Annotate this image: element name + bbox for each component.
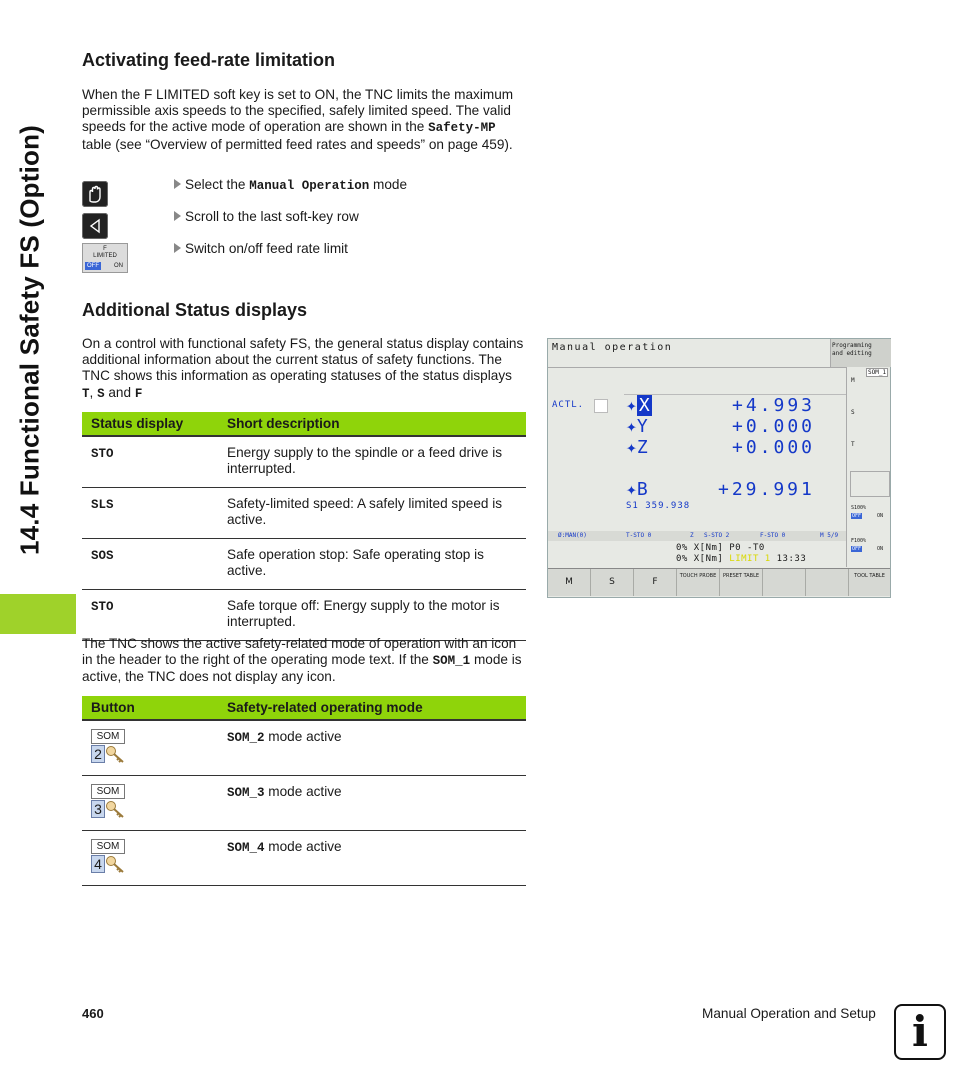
table-row: SOM 4 SOM_4 mode active	[82, 831, 526, 886]
footer-chapter-title: Manual Operation and Setup	[702, 1006, 876, 1021]
status-description: Energy supply to the spindle or a feed drive is interrupted.	[218, 436, 526, 488]
table-row	[82, 539, 526, 590]
table-row	[82, 436, 526, 488]
table-header-cell: Short description	[218, 412, 526, 436]
table-header-row	[82, 412, 526, 436]
softkey-s: S	[591, 569, 634, 596]
heading-feed-rate-limitation: Activating feed-rate limitation	[82, 50, 336, 70]
table-row	[82, 590, 526, 641]
status-code: STO	[91, 600, 114, 614]
actl-label: ACTL.	[552, 400, 585, 410]
side-chapter-title: 14.4 Functional Safety FS (Option)	[14, 124, 45, 556]
heading-additional-status: Additional Status displays	[82, 300, 308, 320]
table-header-cell: Status display	[82, 412, 218, 436]
table-header-cell: Safety-related operating mode	[218, 696, 526, 720]
status-code: STO	[91, 447, 114, 461]
som-key-icon: SOM 2	[91, 729, 125, 765]
softkey-empty	[763, 569, 806, 596]
paragraph-som-modes: The TNC shows the active safety-related mode of operation with an icon in the header to the right of the operating mode text. If the SOM_1 mode is active, the TNC does not display any icon.	[82, 636, 522, 685]
softkey-touch-probe: TOUCH PROBE	[677, 569, 720, 596]
som-mode-table	[82, 696, 526, 886]
status-description: Safe operation stop: Safe operating stop is active.	[218, 539, 526, 590]
step-switch-feed-limit: Switch on/off feed rate limit	[174, 241, 348, 256]
table-row	[82, 488, 526, 539]
som-code: SOM_3	[227, 786, 265, 800]
status-code: SOS	[91, 549, 114, 563]
step-arrow-icon	[174, 179, 181, 189]
table-header-cell: Button	[82, 696, 218, 720]
step-arrow-icon	[174, 243, 181, 253]
table-row: SOM 2 SOM_2 mode active	[82, 720, 526, 776]
manual-operation-key-icon	[82, 181, 108, 207]
table-header-row	[82, 696, 526, 720]
som-code: SOM_2	[227, 731, 265, 745]
info-icon: i	[894, 1004, 946, 1060]
som-badge: SOM_1	[868, 369, 887, 376]
softkey-m: M	[548, 569, 591, 596]
status-description: Safe torque off: Energy supply to the motor is interrupted.	[218, 590, 526, 641]
tnc-screen-screenshot: Manual operation Programming and editing SOM_1 ACTL. ✦ X +4.993 ✦Y +0.000 ✦Z +0.000 ✦B +29.991 S1 359.938 Ø:MAN(0) T-STO 0 Z S-STO 2 F-STO 0 M 5/9 0% X[Nm] P0 -T0 0% X[Nm] LIMIT 1 13:33 M S T S100% OFF ON F100% OFF ON M S F TOUCH PROBE PRESET TABLE TOOL TABLE	[547, 338, 891, 598]
scroll-left-key-icon	[82, 213, 108, 239]
step-scroll-softkey-row: Scroll to the last soft-key row	[174, 209, 359, 224]
page-number: 460	[82, 1006, 104, 1021]
paragraph-status-displays: On a control with functional safety FS, the general status display contains additional information about the current status of safety functions. The TNC shows this information as operating statuses of the status displays T, S and F	[82, 336, 524, 401]
paragraph-feed-rate: When the F LIMITED soft key is set to ON, the TNC limits the maximum permissible axis speeds to the specified, safely limited speed. The valid speeds for the active mode of operation are shown in the Safety-MP table (see “Overview of permitted feed rates and speeds” on page 459).	[82, 87, 514, 152]
f-limited-softkey-icon: F LIMITED OFF ON	[82, 243, 128, 273]
status-display-table	[82, 412, 526, 641]
axis-x-row: ✦ X	[626, 395, 650, 416]
table-row: SOM 3 SOM_3 mode active	[82, 776, 526, 831]
softkey-f: F	[634, 569, 677, 596]
softkey-preset-table: PRESET TABLE	[720, 569, 763, 596]
softkey-tool-table: TOOL TABLE	[849, 569, 890, 596]
status-description: Safety-limited speed: A safely limited speed is active.	[218, 488, 526, 539]
som-code: SOM_4	[227, 841, 265, 855]
status-code: SLS	[91, 498, 114, 512]
step-select-manual-operation: Select the Manual Operation mode	[174, 177, 407, 193]
screen-mode-title: Manual operation	[552, 342, 673, 353]
step-arrow-icon	[174, 211, 181, 221]
som-key-icon: SOM 4	[91, 839, 125, 875]
softkey-empty	[806, 569, 849, 596]
chapter-tab-marker	[0, 594, 76, 634]
som-key-icon: SOM 3	[91, 784, 125, 820]
